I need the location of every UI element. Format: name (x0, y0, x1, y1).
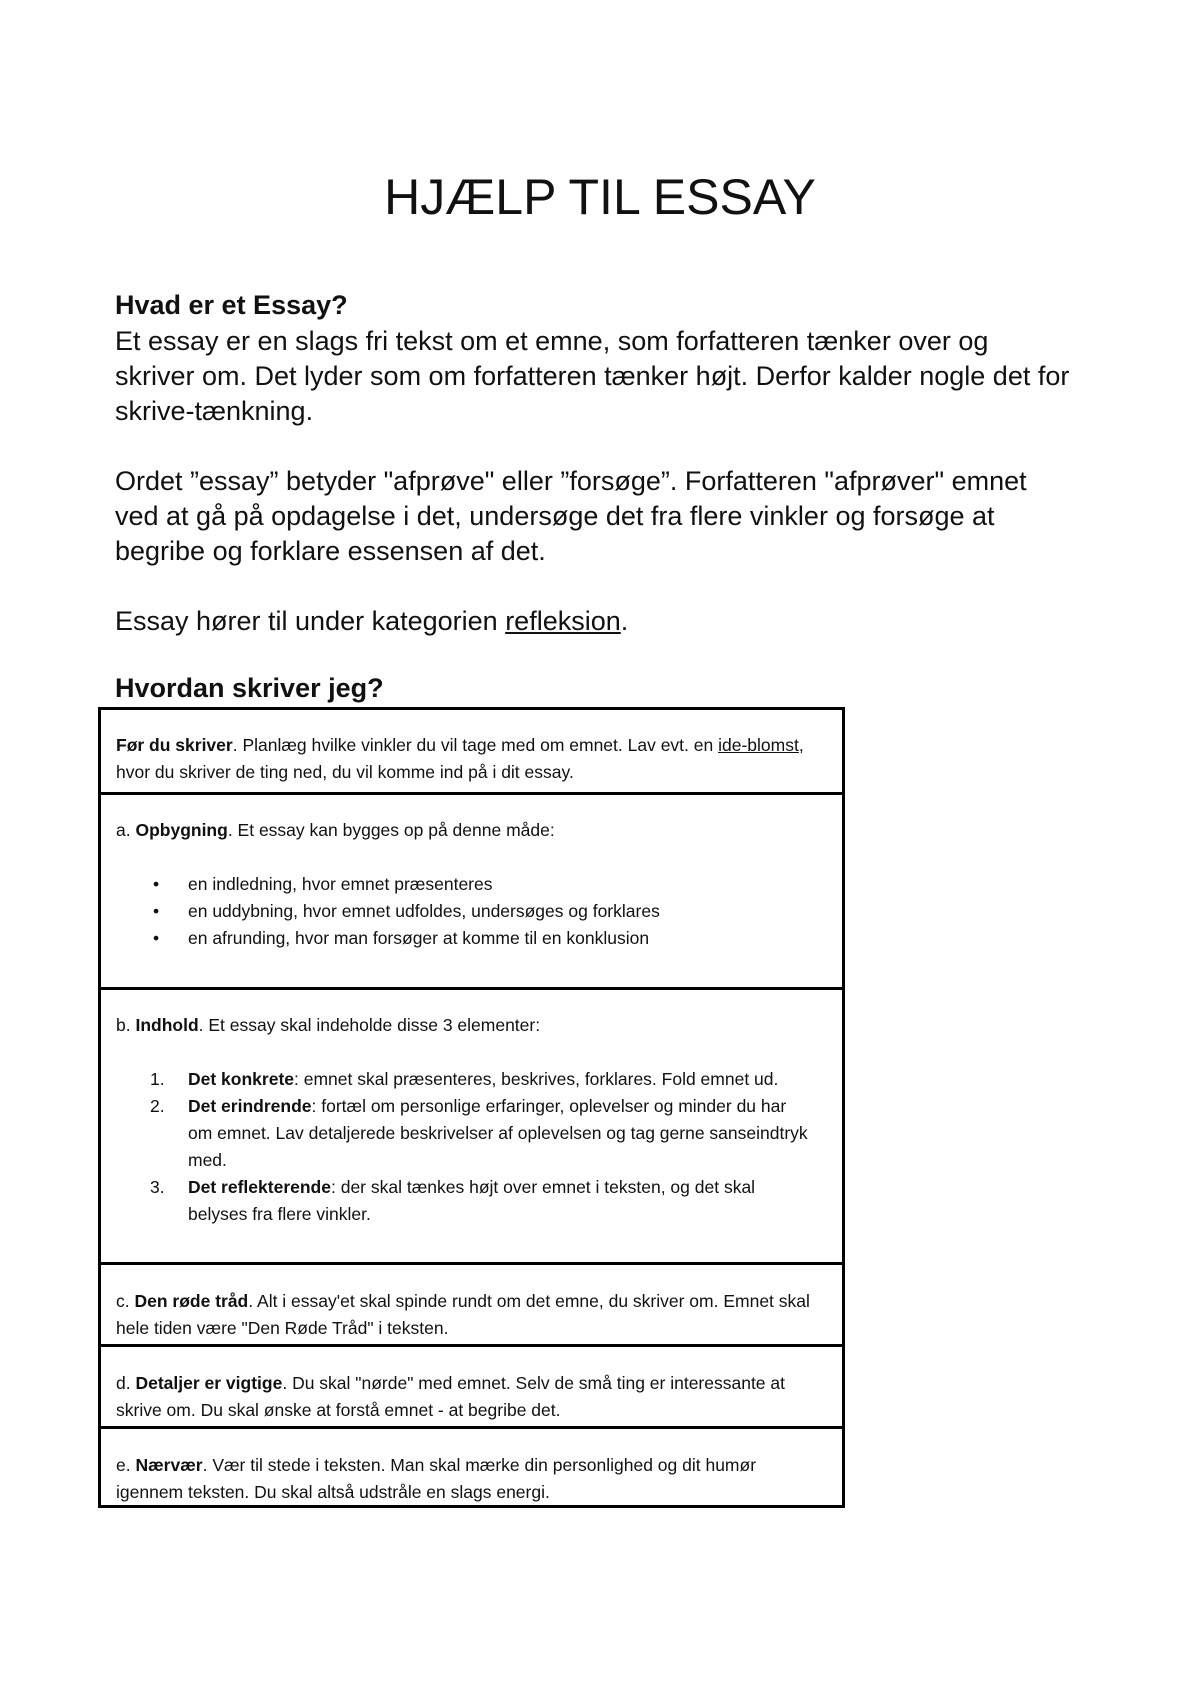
category-paragraph (115, 604, 1075, 639)
list-item: • en afrunding, hvor man forsøger at komme til en konklusion (188, 925, 812, 952)
content-list (116, 1066, 812, 1228)
item-text: : der skal tænkes højt over emnet i teksten, og det skal belyses fra flere vinkler. (188, 1177, 756, 1224)
box-text: . Et essay skal indeholde disse 3 elementer: (198, 1015, 541, 1035)
item-text: : fortæl om personlige erfaringer, oplevelser og minder du har om emnet. Lav detaljerede beskrivelser af oplevelsen og tag gerne sanseindtryk med. (188, 1096, 808, 1170)
box-prefix: a. (116, 820, 136, 840)
list-item: • en indledning, hvor emnet præsenteres (188, 871, 812, 898)
list-item: • en uddybning, hvor emnet udfoldes, undersøges og forklares (188, 898, 812, 925)
section-heading-how-to-write: Hvordan skriver jeg? (115, 673, 384, 703)
box-text: . Vær til stede i teksten. Man skal mærke din personlighed og dit humør igennem teksten. Du skal altså udstråle en slags energi. (116, 1455, 757, 1502)
item-text: : emnet skal præsenteres, beskrives, forklares. Fold emnet ud. (294, 1069, 779, 1089)
etymology-paragraph: Ordet ”essay” betyder "afprøve" eller ”forsøge”. Forfatteren "afprøver" emnet ved at gå på opdagelse i det, undersøge det fra flere vinkler og forsøge at begribe og forklare essensen af det. (115, 466, 1027, 566)
ide-blomst-link[interactable]: ide-blomst (718, 735, 799, 755)
box-bold-label: Detaljer er vigtige (135, 1373, 283, 1393)
box-before-writing (101, 710, 842, 792)
box-presence (101, 1426, 842, 1505)
box-details (101, 1344, 842, 1426)
box-bold-label: Den røde tråd (134, 1291, 249, 1311)
list-item (150, 1093, 812, 1174)
box-prefix: d. (116, 1373, 136, 1393)
box-text: . Alt i essay'et skal spinde rundt om det emne, du skriver om. Emnet skal hele tiden være "Den Røde Tråd" i teksten. (116, 1291, 810, 1338)
item-bold-label: Det konkrete (188, 1069, 295, 1089)
refleksion-link[interactable]: refleksion (505, 606, 621, 636)
item-bold-label: Det reflekterende (188, 1177, 331, 1197)
box-text: . Planlæg hvilke vinkler du vil tage med om emnet. Lav evt. en (232, 735, 719, 755)
box-text: . Et essay kan bygges op på denne måde: (227, 820, 555, 840)
list-item (150, 1174, 812, 1228)
box-bold-label: Opbygning (135, 820, 228, 840)
writing-guide-table (98, 707, 845, 1508)
item-bold-label: Det erindrende (188, 1096, 312, 1116)
structure-list (116, 871, 812, 952)
box-text: , hvor du skriver de ting ned, du vil komme ind på i dit essay. (116, 735, 804, 782)
page-title: HJÆLP TIL ESSAY (384, 169, 816, 225)
box-bold-label: Før du skriver (116, 735, 233, 755)
box-prefix: b. (116, 1015, 136, 1035)
intro-paragraph: Et essay er en slags fri tekst om et emne, som forfatteren tænker over og skriver om. Det lyder som om forfatteren tænker højt. Derfor kalder nogle det for skrive-tænkning. (115, 326, 1070, 426)
category-period: . (620, 606, 629, 636)
box-red-thread (101, 1262, 842, 1344)
box-content (101, 987, 842, 1262)
category-text: Essay hører til under kategorien (115, 606, 506, 636)
box-prefix: c. (116, 1291, 135, 1311)
section-heading-what-is-essay: Hvad er et Essay? (115, 290, 348, 320)
box-bold-label: Indhold (135, 1015, 199, 1035)
list-number: 1. (150, 1069, 165, 1089)
list-item (150, 1066, 812, 1093)
box-prefix: e. (116, 1455, 136, 1475)
list-number: 3. (150, 1177, 165, 1197)
list-number: 2. (150, 1096, 165, 1116)
box-structure (101, 792, 842, 987)
box-bold-label: Nærvær (135, 1455, 203, 1475)
box-text: . Du skal "nørde" med emnet. Selv de små ting er interessante at skrive om. Du skal ønske at forstå emnet - at begribe det. (116, 1373, 785, 1420)
